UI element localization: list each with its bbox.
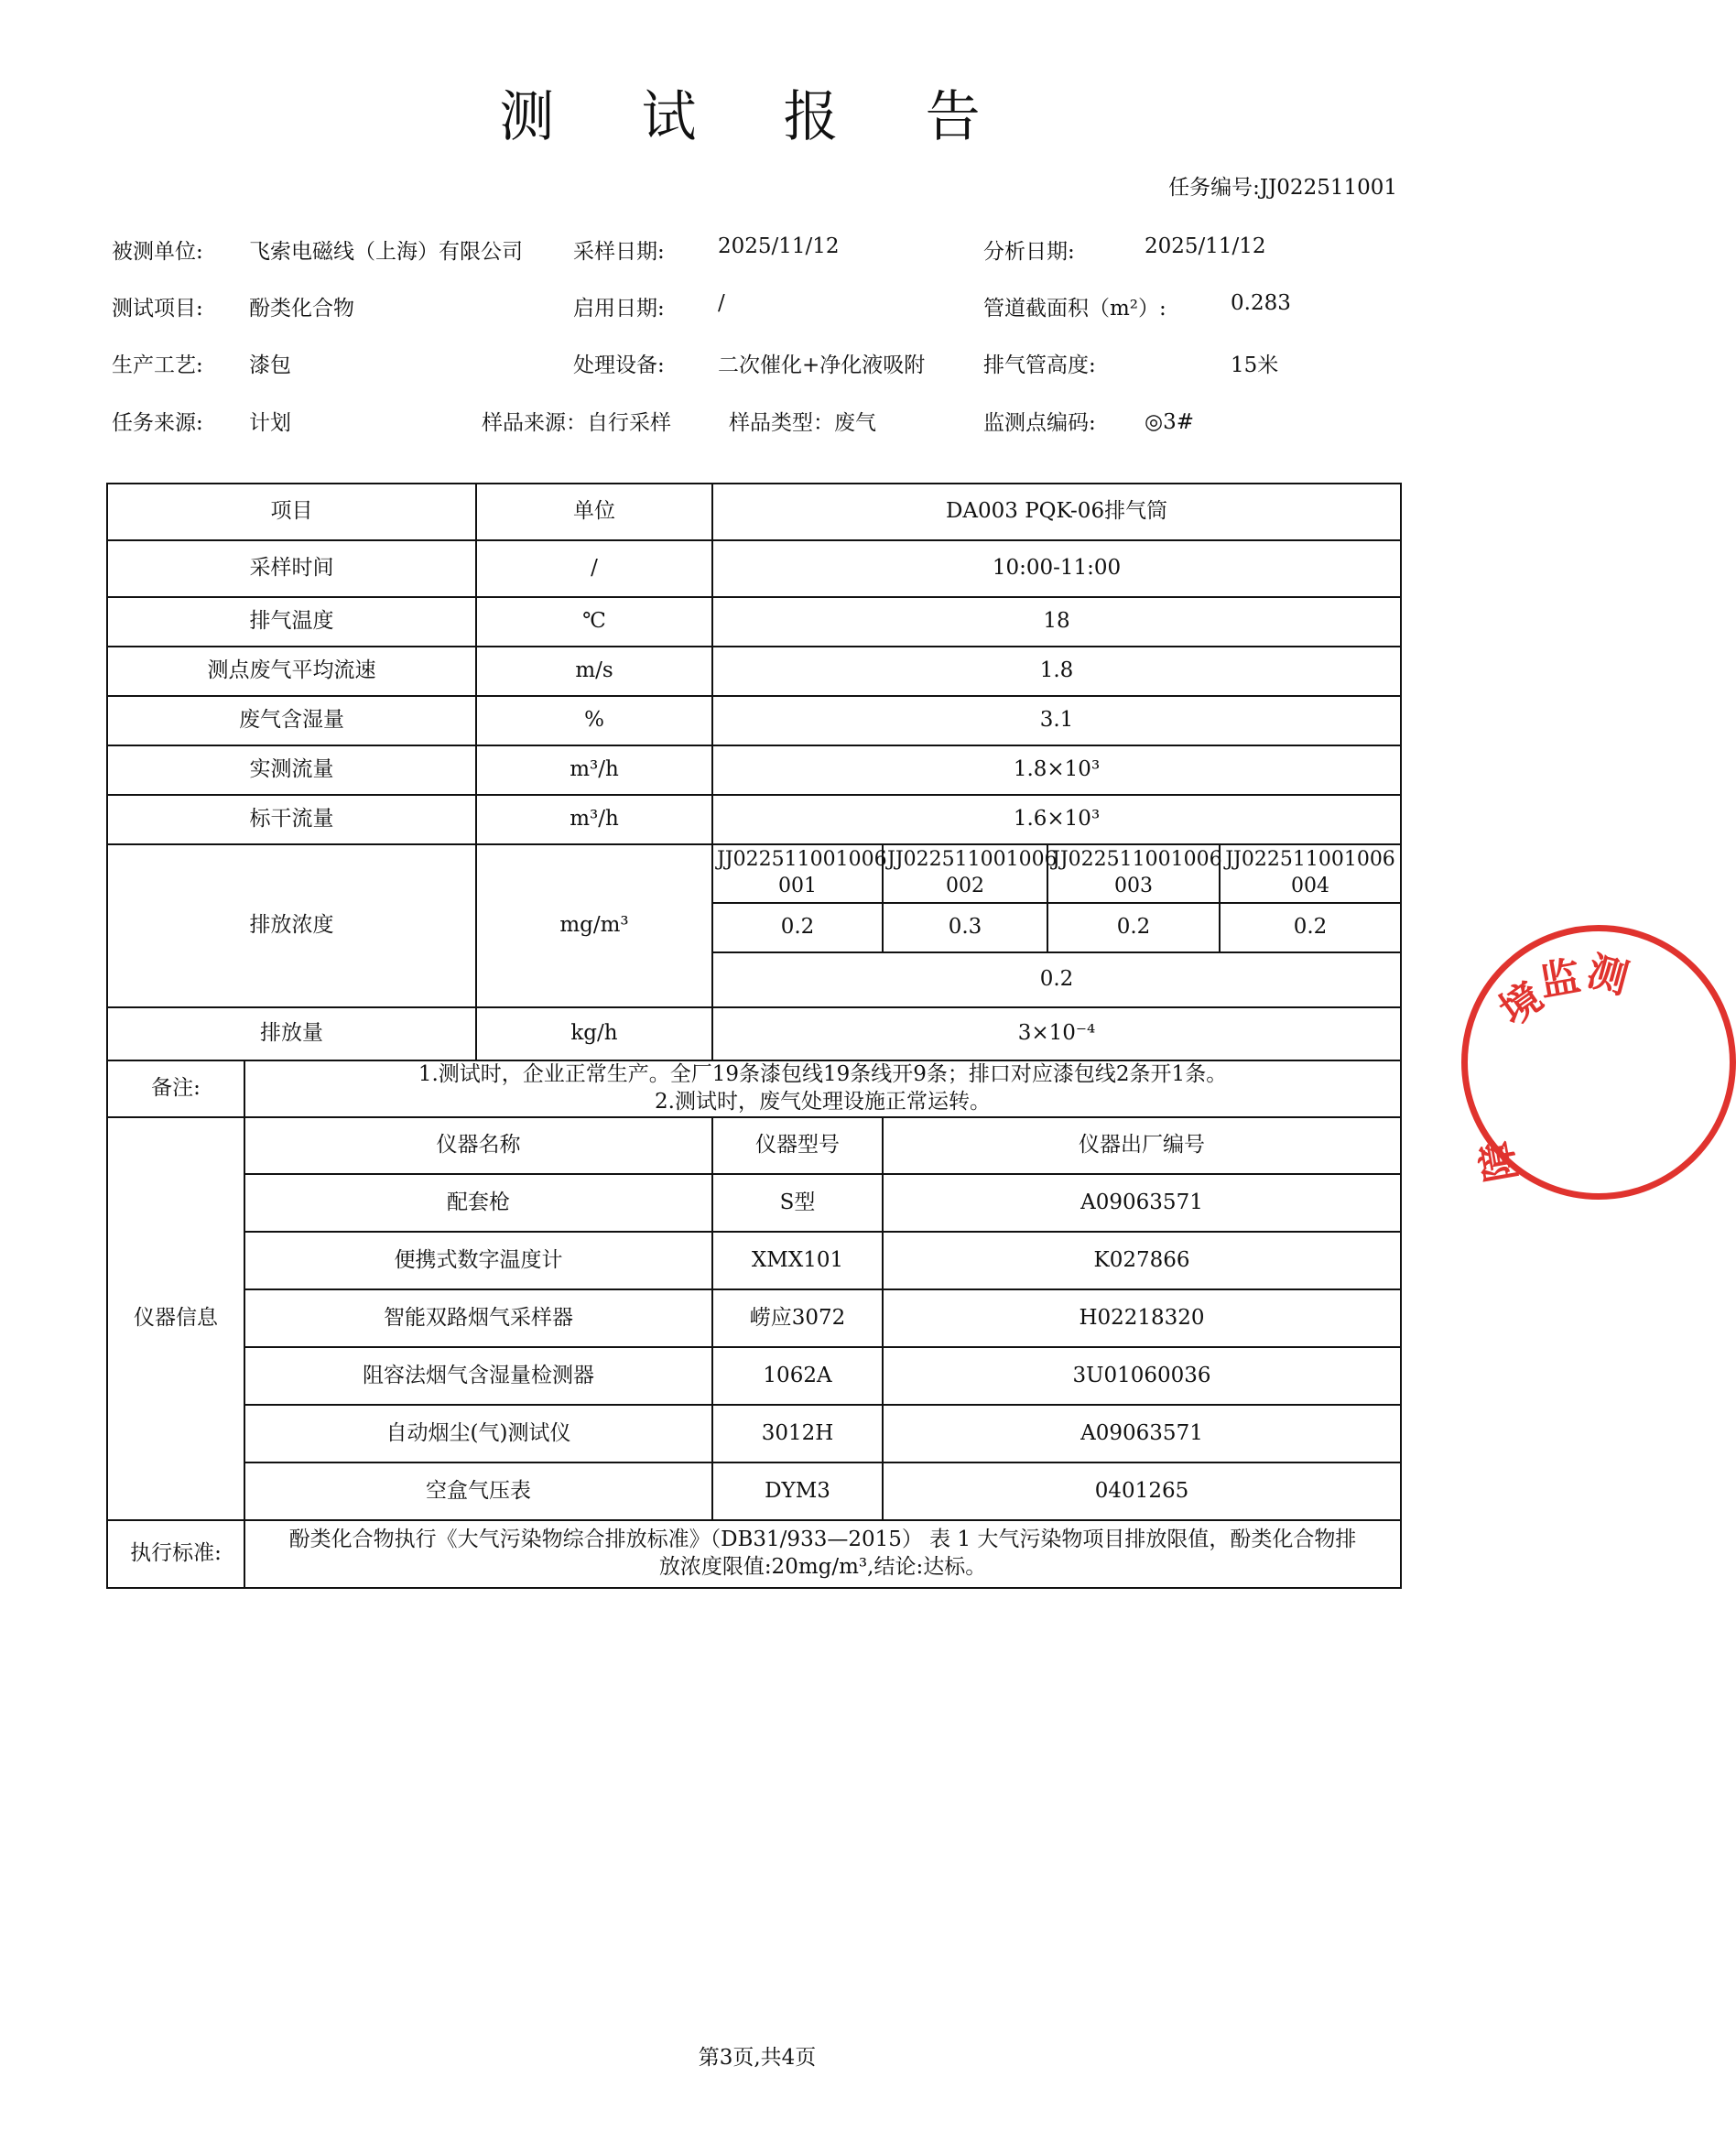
concentration-item: 排放浓度	[107, 844, 476, 1007]
sample-type: 样品类型：废气	[729, 411, 876, 435]
instrument-model-header: 仪器型号	[712, 1117, 883, 1174]
instrument-serial-header: 仪器出厂编号	[883, 1117, 1401, 1174]
concentration-average: 0.2	[712, 952, 1401, 1007]
header-unit: 单位	[476, 484, 712, 540]
sample-date-label: 采样日期:	[573, 240, 665, 264]
instrument-name: 便携式数字温度计	[244, 1232, 712, 1289]
test-item-value: 酚类化合物	[249, 297, 354, 321]
instrument-name: 空盒气压表	[244, 1462, 712, 1520]
sample-id-cell	[712, 844, 887, 903]
concentration-unit: mg/m³	[476, 844, 712, 1007]
sample-id: JJ022511001006	[1225, 848, 1395, 872]
row-value: 1.8	[712, 647, 1401, 696]
emission-value: 3×10⁻⁴	[712, 1007, 1401, 1060]
emission-unit: kg/h	[476, 1007, 712, 1060]
emission-item: 排放量	[107, 1007, 476, 1060]
process-value: 漆包	[249, 353, 291, 377]
instrument-model: 3012H	[712, 1405, 883, 1462]
instrument-serial: H02218320	[883, 1289, 1401, 1347]
stack-height-value: 15米	[1231, 353, 1279, 377]
sample-date-value: 2025/11/12	[718, 234, 840, 258]
instrument-model: 1062A	[712, 1347, 883, 1405]
process-label: 生产工艺:	[112, 353, 203, 377]
row-value: 1.8×10³	[712, 745, 1401, 795]
row-unit: /	[476, 540, 712, 597]
sample-value: 0.2	[712, 903, 883, 952]
sample-id-suffix: 004	[1291, 875, 1329, 897]
info-row-3	[112, 348, 1412, 379]
instrument-name-header: 仪器名称	[244, 1117, 712, 1174]
table-row	[107, 795, 1401, 844]
task-source-value: 计划	[249, 411, 291, 435]
remarks-label: 备注:	[107, 1060, 244, 1117]
remarks-line-2: 2.测试时，废气处理设施正常运转。	[655, 1090, 991, 1114]
standard-line-2: 放浓度限值:20mg/m³,结论:达标。	[658, 1555, 987, 1579]
emission-row	[107, 1007, 1401, 1060]
test-item-label: 测试项目:	[112, 297, 203, 321]
instrument-model: XMX101	[712, 1232, 883, 1289]
instrument-model: DYM3	[712, 1462, 883, 1520]
header-item: 项目	[107, 484, 476, 540]
table-header-row	[107, 484, 1401, 540]
standard-line-1: 酚类化合物执行《大气污染物综合排放标准》（DB31/933—2015） 表 1 大气污染物项目排放限值，酚类化合物排	[288, 1528, 1357, 1552]
table-row	[107, 745, 1401, 795]
instrument-row	[107, 1347, 1401, 1405]
instrument-serial: 3U01060036	[883, 1347, 1401, 1405]
row-item: 废气含湿量	[107, 696, 476, 745]
sample-id-suffix: 003	[1114, 875, 1153, 897]
instrument-name: 阻容法烟气含湿量检测器	[244, 1347, 712, 1405]
instrument-header-row	[107, 1117, 1401, 1174]
tested-unit-label: 被测单位:	[112, 240, 203, 264]
instrument-name: 智能双路烟气采样器	[244, 1289, 712, 1347]
instrument-serial: K027866	[883, 1232, 1401, 1289]
instrument-serial: 0401265	[883, 1462, 1401, 1520]
sample-id: JJ022511001006	[887, 848, 1058, 872]
row-item: 采样时间	[107, 540, 476, 597]
sample-id-suffix: 002	[946, 875, 984, 897]
row-value: 1.6×10³	[712, 795, 1401, 844]
row-unit: m³/h	[476, 795, 712, 844]
instrument-row	[107, 1462, 1401, 1520]
info-row-4	[112, 406, 1412, 437]
monitoring-point-value: ◎3#	[1145, 410, 1194, 434]
start-date-value: /	[718, 291, 725, 315]
seal-char: 监	[1535, 952, 1584, 1006]
row-unit: ℃	[476, 597, 712, 647]
info-row-1	[112, 234, 1412, 266]
instrument-row	[107, 1405, 1401, 1462]
standard-content	[244, 1520, 1401, 1588]
info-row-2	[112, 291, 1412, 322]
equipment-value: 二次催化+净化液吸附	[718, 353, 926, 377]
instrument-name: 配套枪	[244, 1174, 712, 1232]
table-row	[107, 647, 1401, 696]
row-value: 18	[712, 597, 1401, 647]
sample-source: 样品来源：自行采样	[482, 411, 671, 435]
row-unit: m/s	[476, 647, 712, 696]
row-item: 标干流量	[107, 795, 476, 844]
equipment-label: 处理设备:	[573, 353, 665, 377]
tested-unit-value: 飞索电磁线（上海）有限公司	[249, 240, 523, 264]
sample-id-cell	[1220, 844, 1401, 903]
concentration-row-ids	[107, 844, 1401, 903]
task-source-label: 任务来源:	[112, 411, 203, 435]
analysis-date-value: 2025/11/12	[1145, 234, 1266, 258]
analysis-date-label: 分析日期:	[983, 240, 1075, 264]
official-seal	[1461, 925, 1736, 1200]
stack-height-label: 排气管高度:	[983, 353, 1096, 377]
instrument-row	[107, 1232, 1401, 1289]
instrument-row	[107, 1289, 1401, 1347]
table-row	[107, 597, 1401, 647]
duct-area-value: 0.283	[1231, 291, 1291, 315]
start-date-label: 启用日期:	[573, 297, 665, 321]
table-row	[107, 696, 1401, 745]
remarks-line-1: 1.测试时，企业正常生产。全厂19条漆包线19条线开9条；排口对应漆包线2条开1条。	[418, 1062, 1228, 1087]
seal-char: 障	[1472, 1137, 1526, 1186]
sample-id: JJ022511001006	[717, 848, 887, 872]
standard-row	[107, 1520, 1401, 1588]
instrument-name: 自动烟尘(气)测试仪	[244, 1405, 712, 1462]
instrument-serial: A09063571	[883, 1405, 1401, 1462]
sample-value: 0.2	[1220, 903, 1401, 952]
instrument-serial: A09063571	[883, 1174, 1401, 1232]
seal-char: 测	[1581, 948, 1633, 1004]
task-number: 任务编号:JJ022511001	[1168, 176, 1397, 200]
header-outlet: DA003 PQK-06排气筒	[712, 484, 1401, 540]
instrument-model: 崂应3072	[712, 1289, 883, 1347]
row-unit: %	[476, 696, 712, 745]
sample-id-cell	[883, 844, 1058, 903]
row-value: 3.1	[712, 696, 1401, 745]
seal-char: 境	[1491, 973, 1552, 1036]
standard-label: 执行标准:	[107, 1520, 244, 1588]
monitoring-point-label: 监测点编码:	[983, 411, 1096, 435]
report-table	[106, 483, 1402, 1589]
duct-area-label: 管道截面积（m²）:	[983, 297, 1166, 321]
remarks-row	[107, 1060, 1401, 1117]
row-unit: m³/h	[476, 745, 712, 795]
remarks-content	[244, 1060, 1401, 1117]
row-item: 测点废气平均流速	[107, 647, 476, 696]
sample-id-suffix: 001	[778, 875, 817, 897]
page-number: 第3页,共4页	[698, 2046, 817, 2070]
row-value: 10:00-11:00	[712, 540, 1401, 597]
sample-id: JJ022511001006	[1052, 848, 1222, 872]
report-title: 测 试 报 告	[499, 85, 1015, 149]
row-item: 实测流量	[107, 745, 476, 795]
instrument-row	[107, 1174, 1401, 1232]
instrument-info-label: 仪器信息	[107, 1117, 244, 1520]
sample-value: 0.3	[883, 903, 1047, 952]
table-row	[107, 540, 1401, 597]
instrument-model: S型	[712, 1174, 883, 1232]
row-item: 排气温度	[107, 597, 476, 647]
sample-id-cell	[1047, 844, 1220, 903]
sample-value: 0.2	[1047, 903, 1220, 952]
